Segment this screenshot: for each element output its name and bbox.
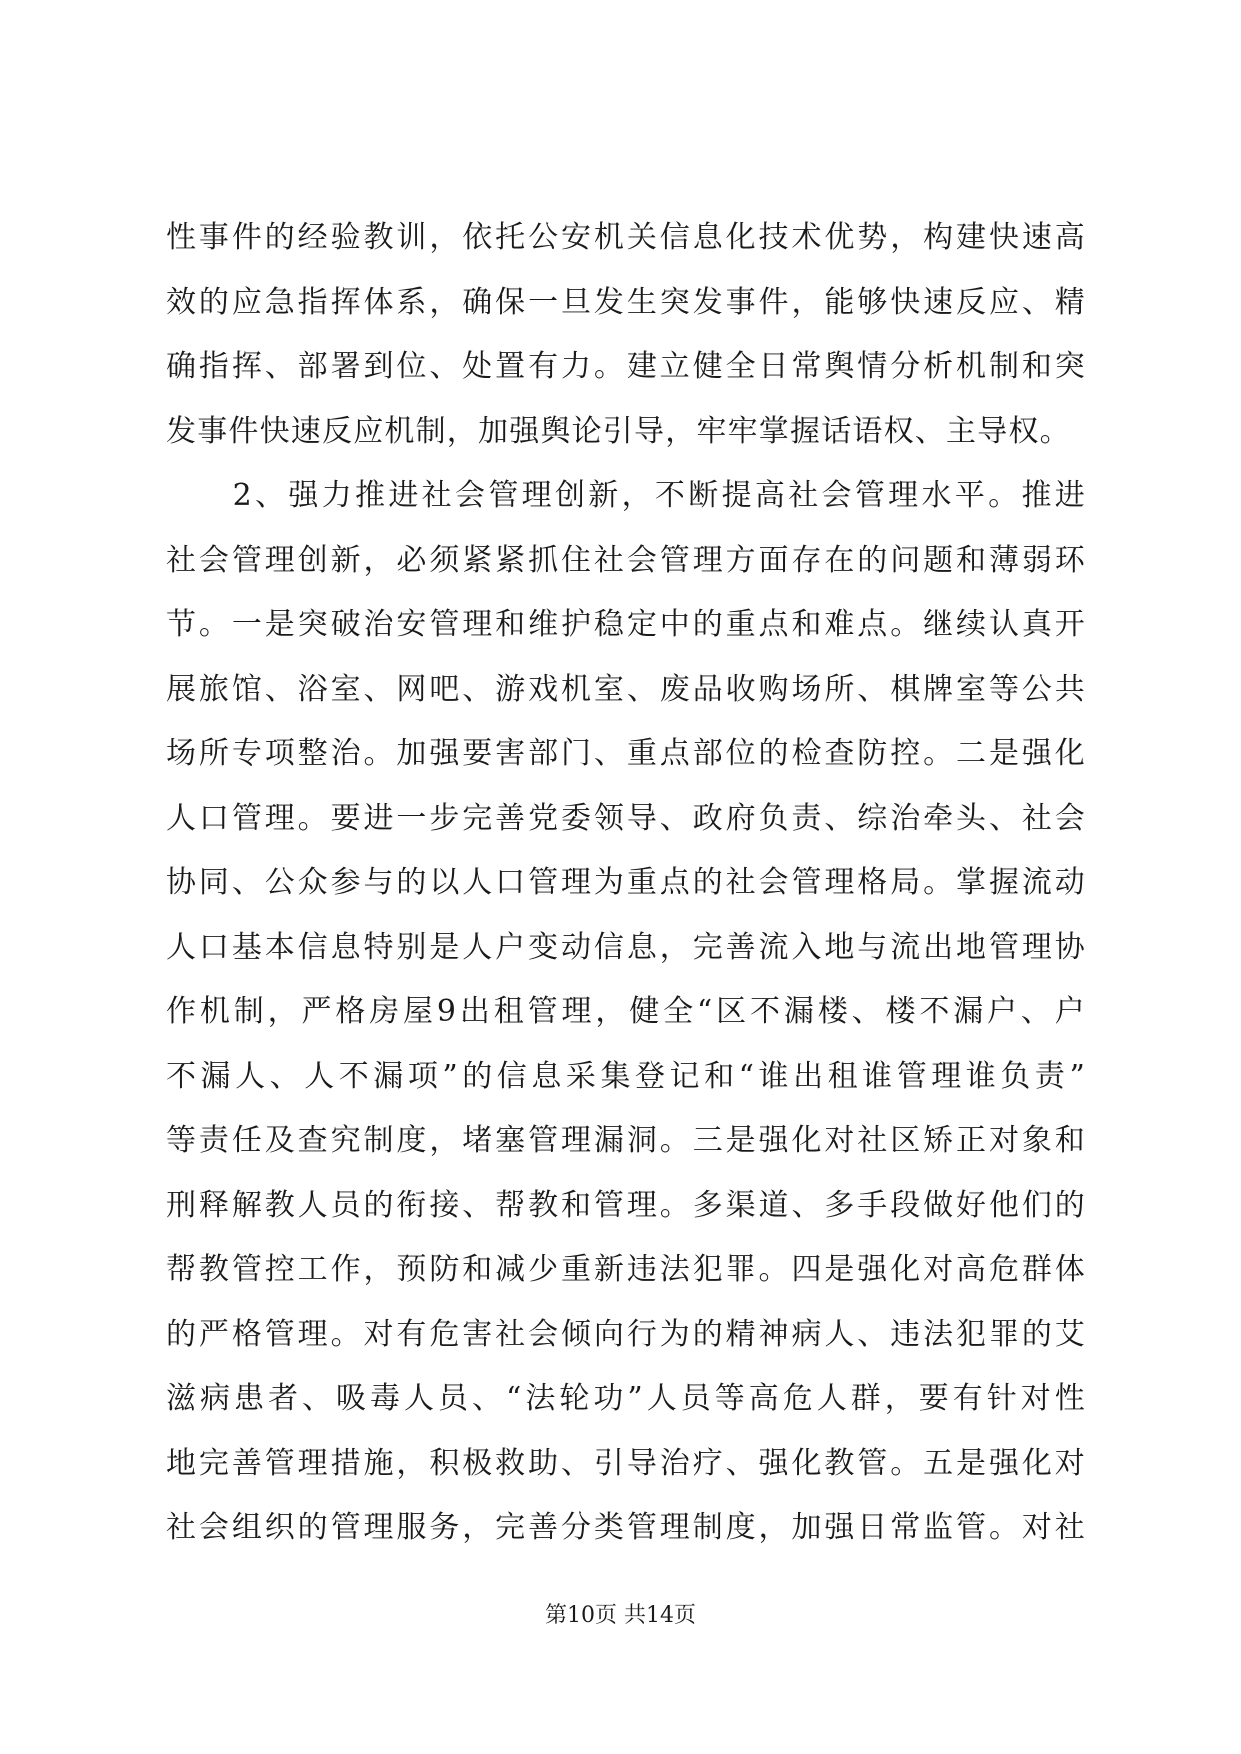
text-line: 人口基本信息特别是人户变动信息，完善流入地与流出地管理协 [166,929,1086,965]
text-line: 社会管理创新，必须紧紧抓住社会管理方面存在的问题和薄弱环 [166,542,1086,578]
body-text [166,206,1086,1561]
text-line: 刑释解教人员的衔接、帮教和管理。多渠道、多手段做好他们的 [166,1187,1086,1223]
text-line: 滋病患者、吸毒人员、“法轮功”人员等高危人群，要有针对性 [166,1381,1086,1416]
page-footer: 第10页 共14页 [545,1603,696,1628]
text-line: 的严格管理。对有危害社会倾向行为的精神病人、违法犯罪的艾 [166,1316,1086,1352]
text-line: 展旅馆、浴室、网吧、游戏机室、废品收购场所、棋牌室等公共 [166,671,1086,707]
text-line: 节。一是突破治安管理和维护稳定中的重点和难点。继续认真开 [166,607,1086,642]
text-line: 作机制，严格房屋9出租管理，健全“区不漏楼、楼不漏户、户 [166,994,1086,1029]
text-line: 社会组织的管理服务，完善分类管理制度，加强日常监管。对社 [166,1510,1086,1545]
text-line: 性事件的经验教训，依托公安机关信息化技术优势，构建快速高 [166,220,1086,255]
text-line: 不漏人、人不漏项”的信息采集登记和“谁出租谁管理谁负责” [166,1058,1086,1094]
text-line: 等责任及查究制度，堵塞管理漏洞。三是强化对社区矫正对象和 [166,1123,1086,1158]
text-line: 发事件快速反应机制，加强舆论引导，牢牢掌握话语权、主导权。 [166,413,1071,449]
text-line: 确指挥、部署到位、处置有力。建立健全日常舆情分析机制和突 [166,349,1086,384]
text-line: 协同、公众参与的以人口管理为重点的社会管理格局。掌握流动 [166,865,1086,900]
text-line: 效的应急指挥体系，确保一旦发生突发事件，能够快速反应、精 [166,284,1086,320]
text-line: 2、强力推进社会管理创新，不断提高社会管理水平。推进 [166,478,1086,513]
text-line: 人口管理。要进一步完善党委领导、政府负责、综治牵头、社会 [166,800,1086,836]
text-line: 帮教管控工作，预防和减少重新违法犯罪。四是强化对高危群体 [166,1252,1086,1287]
text-line: 场所专项整治。加强要害部门、重点部位的检查防控。二是强化 [166,736,1086,771]
text-line: 地完善管理措施，积极救助、引导治疗、强化教管。五是强化对 [166,1445,1086,1481]
